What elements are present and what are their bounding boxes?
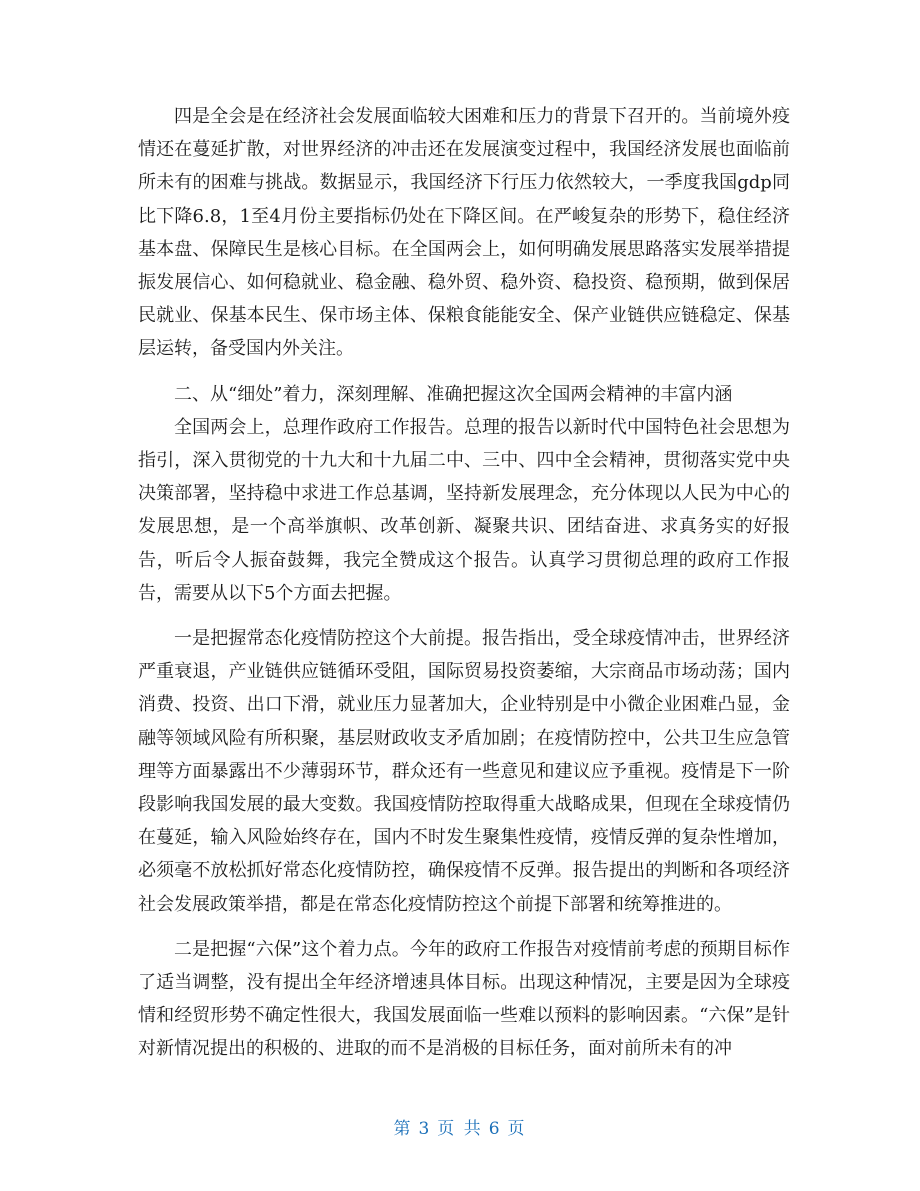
paragraph-1: 四是全会是在经济社会发展面临较大困难和压力的背景下召开的。当前境外疫情还在蔓延扩散，对世界经济的冲击还在发展演变过程中，我国经济发展也面临前所未有的困难与挑战。数据显示，我国经济下行压力依然较大，一季度我国gdp同比下降6.8，1至4月份主要指标仍处在下降区间。在严峻复杂的形势下，稳住经济基本盘、保障民生是核心目标。在全国两会上，如何明确发展思路落实发展举措提振发展信心、如何稳就业、稳金融、稳外贸、稳外资、稳投资、稳预期，做到保居民就业、保基本民生、保市场主体、保粮食能能安全、保产业链供应链稳定、保基层运转，备受国内外关注。 — [138, 106, 790, 360]
page-label-suffix: 页 — [507, 1119, 527, 1139]
page-label-middle: 页 共 — [437, 1119, 483, 1139]
section-heading: 二、从“细处”着力，深刻理解、准确把握这次全国两会精神的丰富内涵 — [174, 383, 733, 405]
paragraph-2: 全国两会上，总理作政府工作报告。总理的报告以新时代中国特色社会思想为指引，深入贯彻党的十九大和十九届二中、三中、四中全会精神，贯彻落实党中央决策部署，坚持稳中求进工作总基调，坚持新发展理念，充分体现以人民为中心的发展思想，是一个高举旗帜、改革创新、凝聚共识、团结奋进、求真务实的好报告，听后令人振奋鼓舞，我完全赞成这个报告。认真学习贯彻总理的政府工作报告，需要从以下5个方面去把握。 — [138, 416, 790, 604]
page-label-prefix: 第 — [393, 1119, 413, 1139]
document-body — [138, 100, 790, 1066]
total-pages-number: 6 — [488, 1119, 502, 1139]
current-page-number: 3 — [418, 1119, 432, 1139]
page-footer — [0, 1114, 920, 1139]
paragraph-4: 二是把握“六保”这个着力点。今年的政府工作报告对疫情前考虑的预期目标作了适当调整，没有提出全年经济增速具体目标。出现这种情况，主要是因为全球疫情和经贸形势不确定性很大，我国发展面临一些难以预料的影响因素。“六保”是针对新情况提出的积极的、进取的而不是消极的目标任务，面对前所未有的冲 — [138, 938, 790, 1060]
paragraph-3: 一是把握常态化疫情防控这个大前提。报告指出，受全球疫情冲击，世界经济严重衰退，产业链供应链循环受阻，国际贸易投资萎缩，大宗商品市场动荡；国内消费、投资、出口下滑，就业压力显著加大，企业特别是中小微企业困难凸显，金融等领域风险有所积聚，基层财政收支矛盾加剧；在疫情防控中，公共卫生应急管理等方面暴露出不少薄弱环节，群众还有一些意见和建议应予重视。疫情是下一阶段影响我国发展的最大变数。我国疫情防控取得重大战略成果，但现在全球疫情仍在蔓延，输入风险始终存在，国内不时发生聚集性疫情，疫情反弹的复杂性增加，必须毫不放松抓好常态化疫情防控，确保疫情不反弹。报告提出的判断和各项经济社会发展政策举措，都是在常态化疫情防控这个前提下部署和统筹推进的。 — [138, 628, 790, 915]
